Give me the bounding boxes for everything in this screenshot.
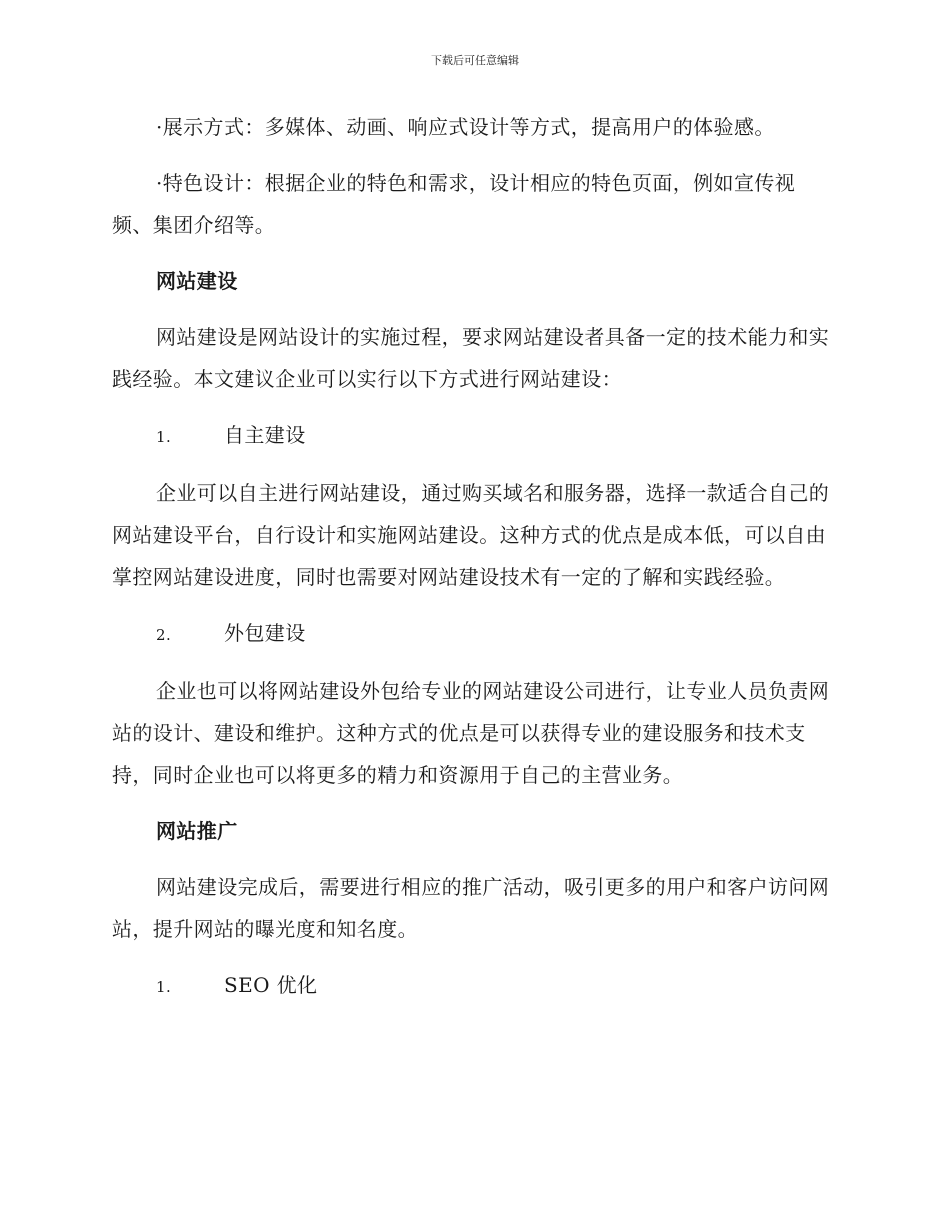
section-heading-website-promotion: 网站推广 xyxy=(156,819,238,843)
list-title: 外包建设 xyxy=(224,621,306,645)
list-item-outsource xyxy=(112,612,834,656)
list-item-self-build xyxy=(112,414,834,458)
list-number: 1. xyxy=(156,428,172,446)
section-intro-promotion: 网站建设完成后，需要进行相应的推广活动，吸引更多的用户和客户访问网站，提升网站的曝光度和知名度。 xyxy=(112,875,830,941)
bullet-feature-design: ·特色设计：根据企业的特色和需求，设计相应的特色页面，例如宣传视频、集团介绍等。 xyxy=(112,171,796,237)
list-item-seo xyxy=(112,964,834,1008)
paragraph-self-build: 企业可以自主进行网站建设，通过购买域名和服务器，选择一款适合自己的网站建设平台，自行设计和实施网站建设。这种方式的优点是成本低，可以自由掌控网站建设进度，同时也需要对网站建设技术有一定的了解和实践经验。 xyxy=(112,481,830,589)
list-number: 2. xyxy=(156,626,172,644)
list-title: 自主建设 xyxy=(224,423,306,447)
list-title: SEO 优化 xyxy=(224,973,318,997)
document-body xyxy=(112,106,834,1022)
header-note: 下载后可任意编辑 xyxy=(431,54,519,67)
section-heading-website-construction: 网站建设 xyxy=(156,269,238,293)
section-intro-construction: 网站建设是网站设计的实施过程，要求网站建设者具备一定的技术能力和实践经验。本文建议企业可以实行以下方式进行网站建设： xyxy=(112,325,830,391)
bullet-display-method: ·展示方式：多媒体、动画、响应式设计等方式，提高用户的体验感。 xyxy=(156,115,775,139)
list-number: 1. xyxy=(156,978,172,996)
paragraph-outsource: 企业也可以将网站建设外包给专业的网站建设公司进行，让专业人员负责网站的设计、建设和维护。这种方式的优点是可以获得专业的建设服务和技术支持，同时企业也可以将更多的精力和资源用于自己的主营业务。 xyxy=(112,679,830,787)
